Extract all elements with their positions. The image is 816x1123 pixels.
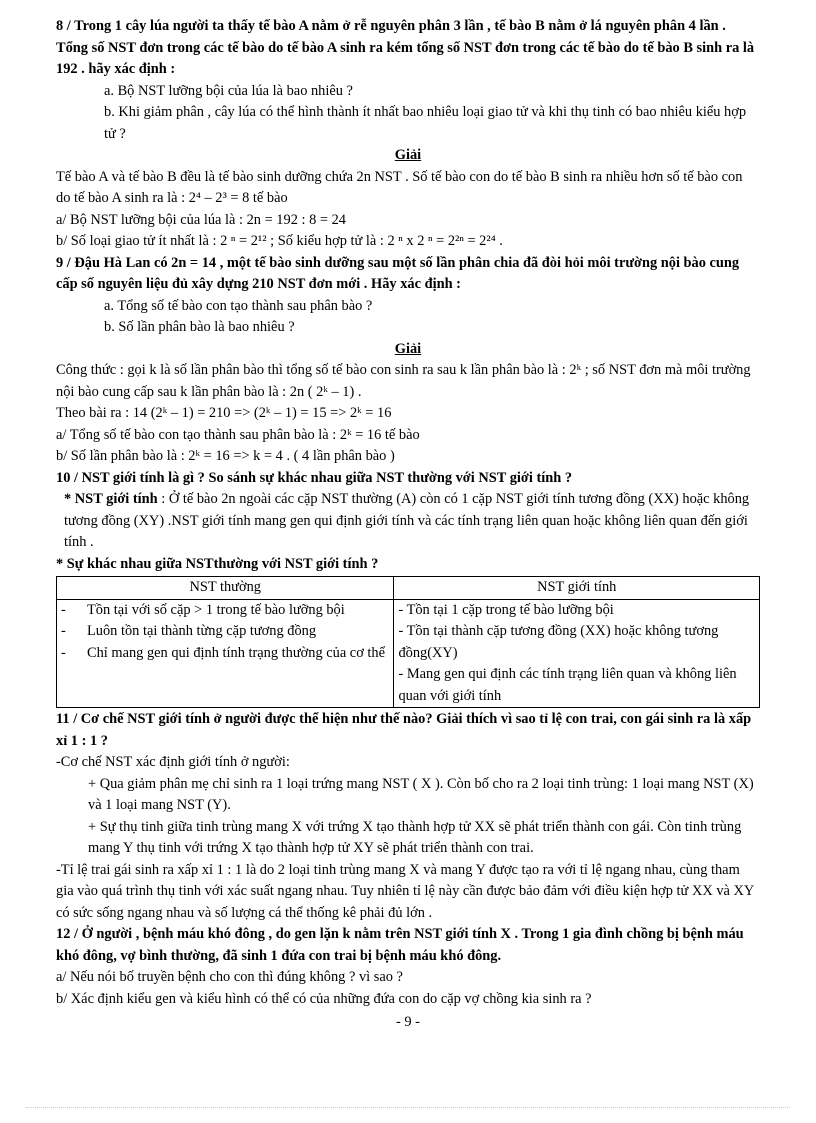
question-8-solution-a: a/ Bộ NST lưỡng bội của lúa là : 2n = 192 : 8 = 24 [56, 211, 346, 228]
question-9-calc: Theo bài ra : 14 (2ᵏ – 1) = 210 => (2ᵏ – 1) = 15 => 2ᵏ = 16 [56, 405, 392, 421]
question-9-title: 9 / Đậu Hà Lan có 2n = 14 , một tế bào sinh dưỡng sau một số lần phân chia đã đòi hỏi môi trường nội bào cung cấp số nguyên liệu đủ xây dựng 210 NST đơn mới . Hãy xác định : [56, 254, 740, 292]
question-12-title: 12 / Ở người , bệnh máu khó đông , do gen lặn k nằm trên NST giới tính X . Trong 1 gia đình chồng bị bệnh máu khó đông, vợ bình thường, đã sinh 1 đứa con trai bị bệnh máu khó đông. [56, 926, 744, 964]
question-12-part-a: a/ Nếu nói bố truyền bệnh cho con thì đúng không ? vì sao ? [56, 969, 403, 985]
question-11-line-4: -Tỉ lệ trai gái sinh ra xấp xỉ 1 : 1 là do 2 loại tinh trùng mang X và mang Y được tạo ra với tỉ lệ ngang nhau, cùng tham gia vào quá trình thụ tinh với xác suất ngang nhau. Tuy nhiên tỉ lệ này cần được bảo đảm với điều kiện hợp tử XX và XY có sức sống ngang nhau và số lượng cá thể thống kê phải đủ lớn . [56, 861, 754, 921]
question-11-line-2: + Qua giảm phân mẹ chỉ sinh ra 1 loại trứng mang NST ( X ). Còn bố cho ra 2 loại tinh trùng: 1 loại mang NST (X) và 1 loại mang NST (Y). [88, 775, 754, 813]
solution-heading: Giải [394, 147, 422, 163]
list-item-text: Tồn tại với số cặp > 1 trong tế bào lưỡng bội [87, 601, 345, 618]
comparison-table [56, 576, 760, 708]
question-8-solution-b: b/ Số loại giao tử ít nhất là : 2 ⁿ = 2¹² ; Số kiểu hợp tử là : 2 ⁿ x 2 ⁿ = 2²ⁿ = 2²⁴ . [56, 233, 503, 249]
table-cell-left [57, 599, 394, 708]
question-8-solution-line: Tế bào A và tế bào B đều là tế bào sinh dưỡng chứa 2n NST . Số tế bào con do tế bào B sinh ra nhiều hơn số tế bào con do tế bào A sinh ra là : 2⁴ – 2³ = 8 tế bào [56, 168, 743, 206]
table-row [57, 599, 760, 708]
question-10-title: 10 / NST giới tính là gì ? So sánh sự khác nhau giữa NST thường với NST giới tính ? [56, 469, 573, 486]
table-header: NST thường [57, 577, 394, 600]
question-9-part-b: b. Số lần phân bào là bao nhiêu ? [104, 319, 295, 335]
question-9-formula: Công thức : gọi k là số lần phân bào thì tổng số tế bào con sinh ra sau k lần phân bào là : 2ᵏ ; số NST đơn mà môi trường nội bào cung cấp sau k lần phân bào là : 2n ( 2ᵏ – 1) . [56, 362, 751, 400]
page-divider [26, 1107, 790, 1108]
list-item: - Tồn tại thành cặp tương đồng (XX) hoặc không tương đồng(XY) [398, 623, 719, 661]
definition-label: * NST giới tính [64, 491, 158, 507]
question-9-solution-a: a/ Tổng số tế bào con tạo thành sau phân bào là : 2ᵏ = 16 tế bào [56, 426, 420, 443]
solution-heading: Giải [394, 340, 422, 357]
definition-text: : Ở tế bào 2n ngoài các cặp NST thường (A) còn có 1 cặp NST giới tính tương đồng (XX) hoặc không tương đồng (XY) .NST giới tính mang gen qui định giới tính và các tính trạng liên quan hoặc không liên quan đến giới tính . [64, 491, 750, 550]
list-item: - Tồn tại 1 cặp trong tế bào lưỡng bội [398, 601, 614, 618]
list-item: - Mang gen qui định các tính trạng liên quan và không liên quan với giới tính [398, 666, 737, 704]
question-8-title: 8 / Trong 1 cây lúa người ta thấy tế bào A nằm ở rễ nguyên phân 3 lần , tế bào B nằm ở lá nguyên phân 4 lần . Tổng số NST đơn trong các tế bào do tế bào A sinh ra kém tổng số NST đơn trong các tế bào do tế bào B sinh ra là 192 . hãy xác định : [56, 18, 755, 77]
document-page [56, 16, 760, 1034]
list-item-text: Chỉ mang gen qui định tính trạng thường của cơ thể [87, 644, 385, 661]
question-10-diff-title: * Sự khác nhau giữa NSTthường với NST giới tính ? [56, 555, 379, 572]
table-header-row [57, 577, 760, 600]
question-11-title: 11 / Cơ chế NST giới tính ở người được thể hiện như thế nào? Giải thích vì sao tỉ lệ con trai, con gái sinh ra là xấp xỉ 1 : 1 ? [56, 711, 752, 749]
question-12-part-b: b/ Xác định kiểu gen và kiểu hình có thể có của những đứa con do cặp vợ chồng kia sinh ra ? [56, 990, 592, 1007]
question-11-line-1: -Cơ chế NST xác định giới tính ở người: [56, 754, 290, 770]
question-11-line-3: + Sự thụ tinh giữa tinh trùng mang X với trứng X tạo thành hợp tử XX sẽ phát triển thành con gái. Còn tinh trùng mang Y thụ tinh với trứng X tạo thành hợp tử XY sẽ phát triển thành con trai. [88, 818, 742, 856]
page-number: - 9 - [396, 1014, 420, 1030]
table-cell-right [394, 599, 760, 708]
table-header: NST giới tính [394, 577, 760, 600]
question-9-solution-b: b/ Số lần phân bào là : 2ᵏ = 16 => k = 4 . ( 4 lần phân bào ) [56, 448, 395, 464]
list-item: - Tồn tại với số cặp > 1 trong tế bào lưỡng bội [61, 600, 389, 622]
list-item: - Luôn tồn tại thành từng cặp tương đồng [61, 621, 389, 643]
question-9-part-a: a. Tổng số tế bào con tạo thành sau phân bào ? [104, 297, 373, 314]
list-item-text: Luôn tồn tại thành từng cặp tương đồng [87, 623, 317, 639]
list-item: - Chỉ mang gen qui định tính trạng thường của cơ thể [61, 643, 389, 665]
question-10-definition [56, 489, 760, 554]
question-8-part-a: a. Bộ NST lưỡng bội của lúa là bao nhiêu ? [104, 82, 353, 99]
question-8-part-b: b. Khi giảm phân , cây lúa có thể hình thành ít nhất bao nhiêu loại giao tử và khi thụ tinh có bao nhiêu kiểu hợp tử ? [104, 104, 747, 142]
